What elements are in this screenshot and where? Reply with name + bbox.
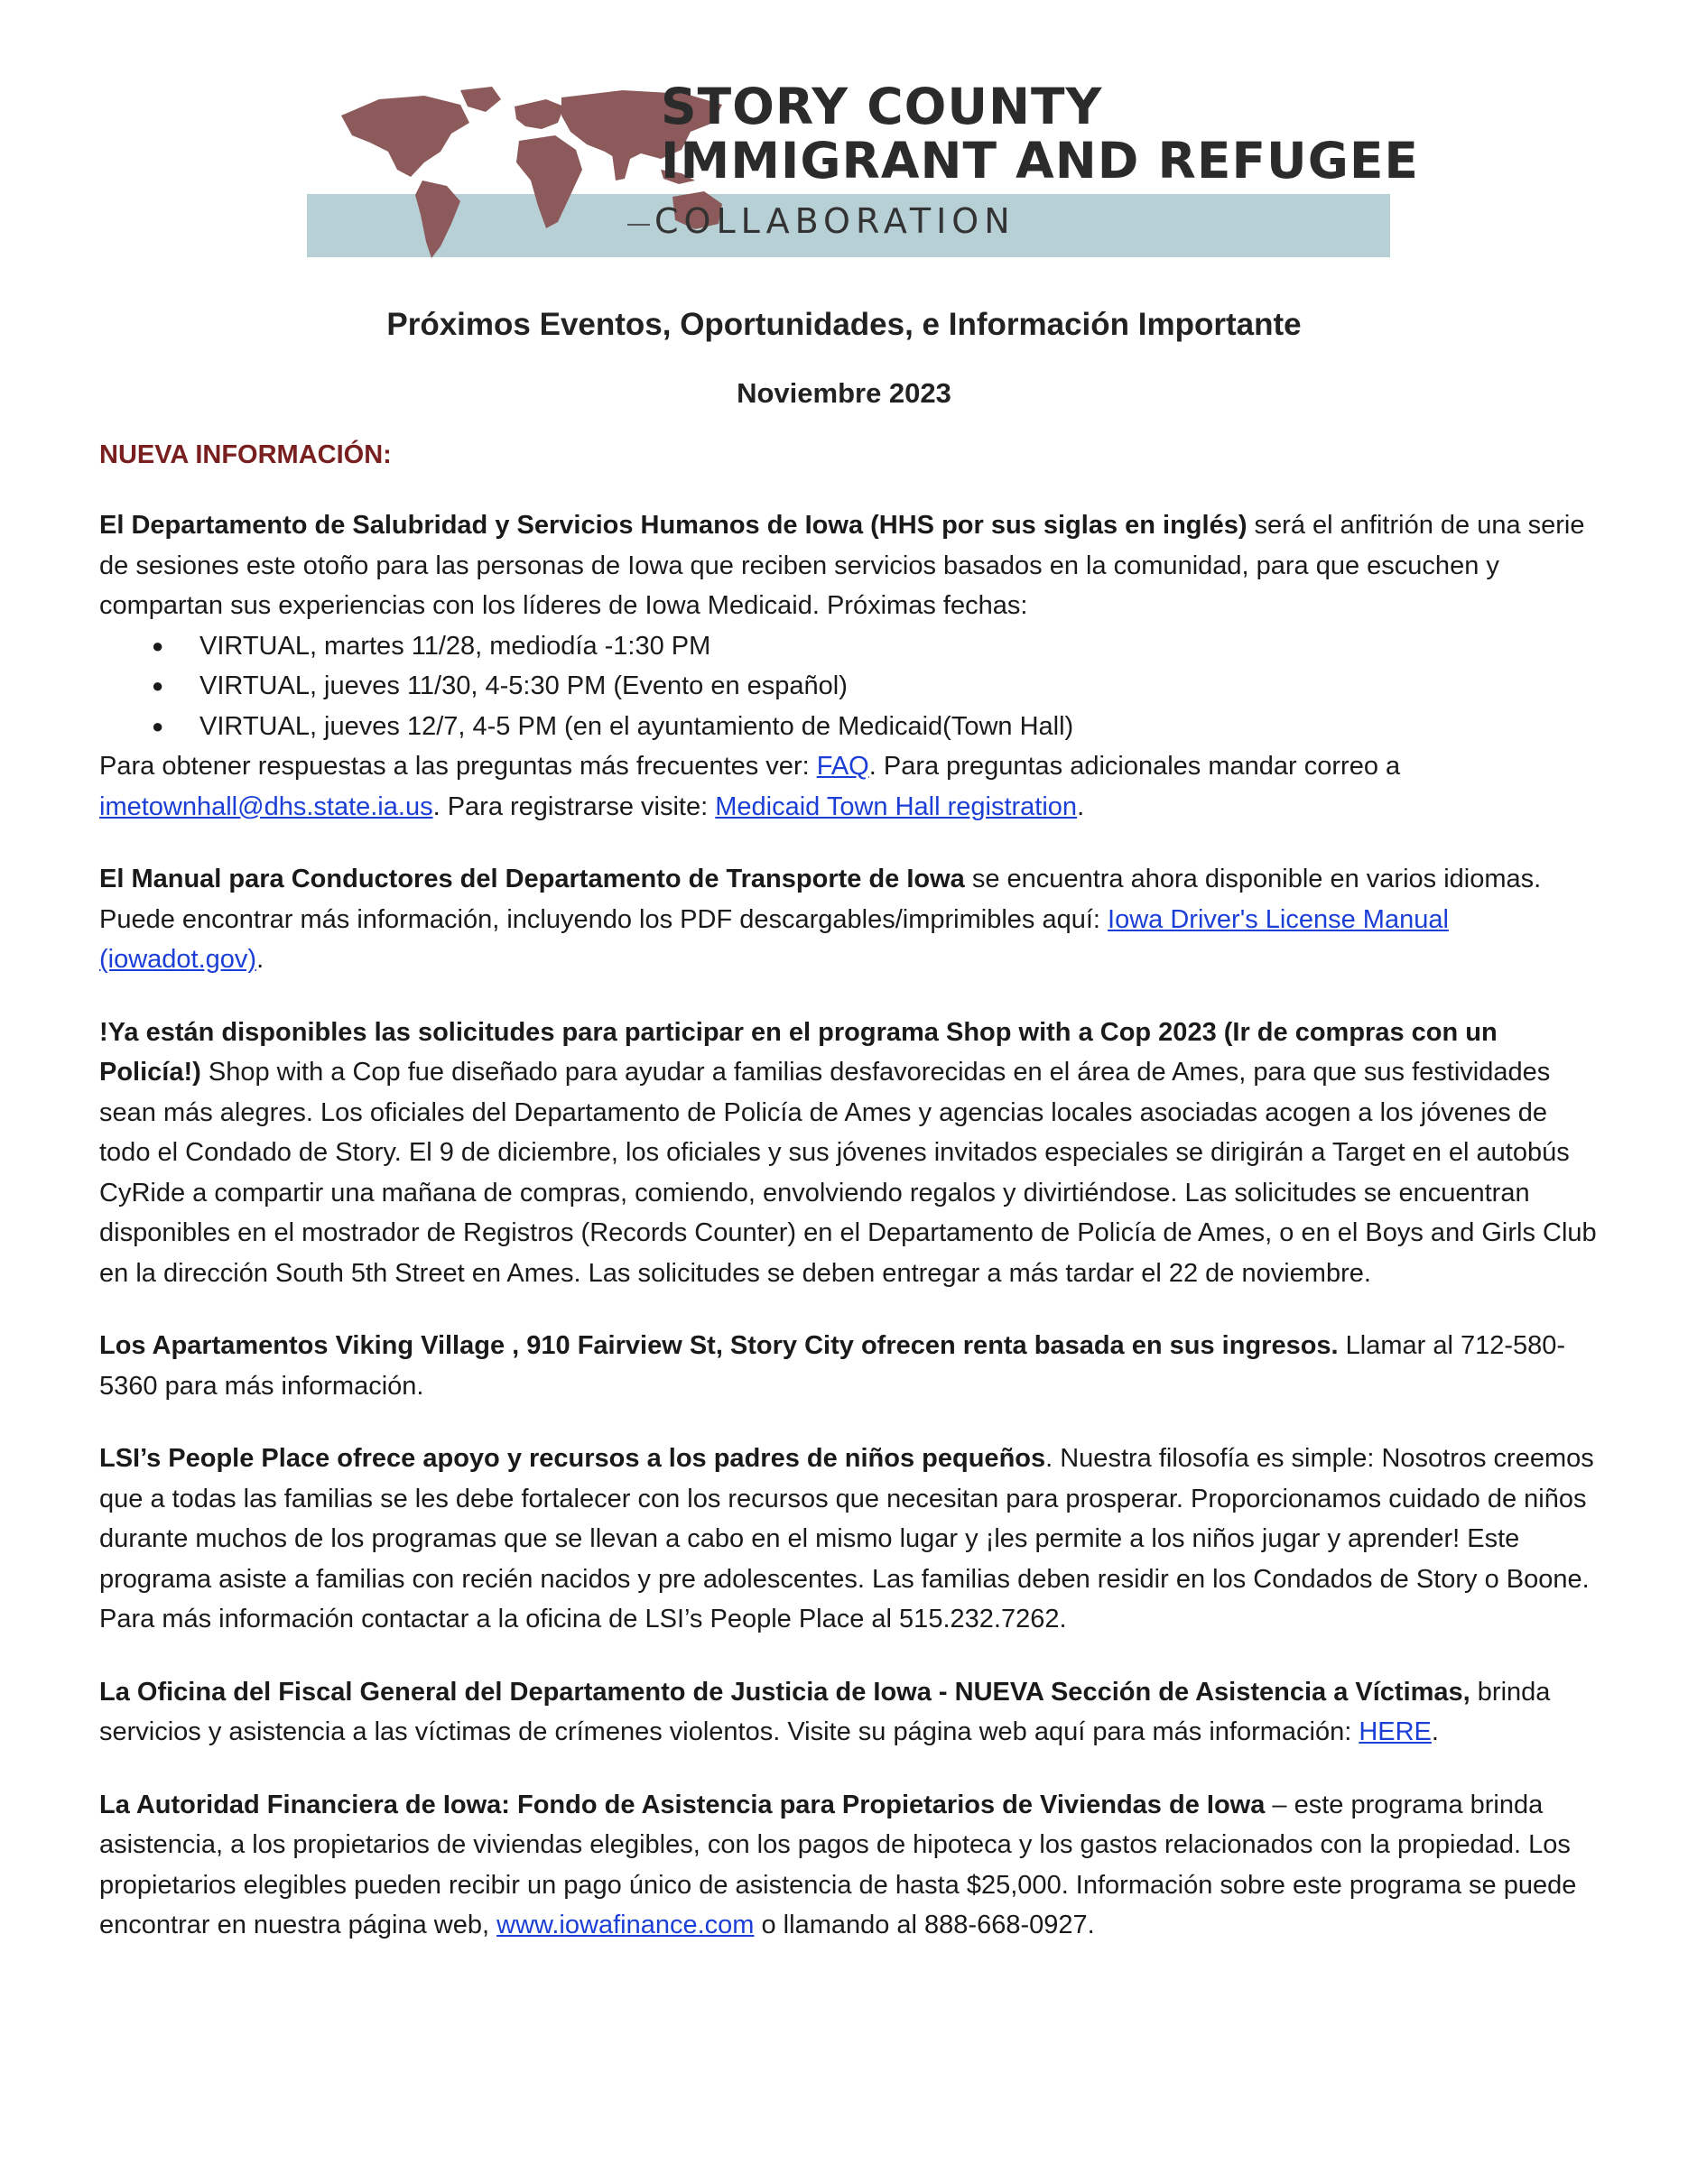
finance-heading: La Autoridad Financiera de Iowa: Fondo de Asistencia para Propietarios de Viviendas de Iowa bbox=[99, 1790, 1266, 1819]
news-item-hhs bbox=[99, 505, 1598, 827]
finance-end-text: o llamando al 888-668-0927. bbox=[754, 1911, 1095, 1939]
dot-text: se encuentra ahora disponible en varios idiomas. Puede encontrar más información, incluyendo los PDF descargables/imprimibles aquí: bbox=[99, 865, 1542, 934]
organization-logo bbox=[307, 72, 1419, 257]
news-item-shop-with-cop bbox=[99, 1013, 1598, 1294]
logo-title-line2: IMMIGRANT AND REFUGEE bbox=[661, 132, 1419, 190]
lsi-text: . Nuestra filosofía es simple: Nosotros creemos que a todas las familias se les debe fortalecer con los recursos que necesitan para prosperar. Proporcionamos cuidado de niños durante muchos de los programas que se llevan a cabo en el mismo lugar y ¡les permite a los niños jugar y aprender! Este programa asiste a familias con recién nacidos y pre adolescentes. Las familias deben residir en los Condados de Story o Boone. Para más información contactar a la oficina de LSI’s People Place al 515.232.7262. bbox=[99, 1444, 1594, 1633]
dot-heading: El Manual para Conductores del Departamento de Transporte de Iowa bbox=[99, 865, 965, 893]
list-item: ● VIRTUAL, jueves 11/30, 4-5:30 PM (Evento en español) bbox=[99, 666, 1598, 707]
logo-title-line1: STORY COUNTY bbox=[661, 78, 1103, 135]
finance-text: – este programa brinda asistencia, a los propietarios de viviendas elegibles, con los pagos de hipoteca y los gastos relacionados con la propiedad. Los propietarios elegibles pueden recibir un pago único de asistencia de hasta $25,000. Información sobre este programa se puede encontrar en nuestra página web, bbox=[99, 1790, 1577, 1939]
here-link[interactable]: HERE bbox=[1359, 1717, 1432, 1746]
hhs-dates-list bbox=[99, 626, 1598, 747]
registration-link[interactable]: Medicaid Town Hall registration bbox=[715, 791, 1078, 821]
cop-heading: !Ya están disponibles las solicitudes para participar en el programa Shop with a Cop 2023 (Ir de compras con un Policía!) bbox=[99, 1017, 1498, 1087]
news-item-dot bbox=[99, 859, 1598, 980]
iowafinance-link[interactable]: www.iowafinance.com bbox=[496, 1911, 755, 1939]
news-content bbox=[99, 505, 1598, 1978]
list-item: ● VIRTUAL, martes 11/28, mediodía -1:30 PM bbox=[99, 626, 1598, 667]
hhs-faq-text: Para obtener respuestas a las preguntas más frecuentes ver: bbox=[99, 752, 817, 781]
list-item: ● VIRTUAL, jueves 12/7, 4-5 PM (en el ayuntamiento de Medicaid(Town Hall) bbox=[99, 707, 1598, 747]
cop-text: Shop with a Cop fue diseñado para ayudar a familias desfavorecidas en el área de Ames, para que sus festividades sean más alegres. Los oficiales del Departamento de Policía de Ames y agencias locales asociadas acogen a los jóvenes de todo el Condado de Story. El 9 de diciembre, los oficiales y sus jóvenes invitados especiales se dirigirán a Target en el autobús CyRide a compartir una mañana de compras, comiendo, envolviendo regalos y divirtiéndose. Las solicitudes se encuentran disponibles en el mostrador de Registros (Records Counter) en el Departamento de Policía de Ames, o en el Boys and Girls Club en la dirección South 5th Street en Ames. Las solicitudes se deben entregar a más tardar el 22 de noviembre. bbox=[99, 1058, 1597, 1288]
faq-link[interactable]: FAQ bbox=[816, 752, 869, 781]
viking-text: Llamar al 712-580-5360 para más información. bbox=[99, 1331, 1566, 1401]
page-title: Próximos Eventos, Oportunidades, e Información Importante bbox=[386, 307, 1302, 342]
hhs-links bbox=[99, 746, 1598, 827]
hhs-email-text: . Para preguntas adicionales mandar correo a bbox=[868, 752, 1401, 781]
justice-end-text: . bbox=[1431, 1717, 1439, 1746]
hhs-intro bbox=[99, 505, 1598, 626]
drivers-manual-link[interactable]: Iowa Driver's License Manual (iowadot.gov) bbox=[99, 904, 1449, 974]
logo-rule bbox=[627, 224, 650, 226]
hhs-heading: El Departamento de Salubridad y Servicios Humanos de Iowa (HHS por sus siglas en inglés) bbox=[99, 511, 1247, 540]
justice-heading: La Oficina del Fiscal General del Departamento de Justicia de Iowa - NUEVA Sección de Asistencia a Víctimas, bbox=[99, 1677, 1470, 1707]
page-subtitle: Noviembre 2023 bbox=[737, 377, 951, 409]
email-link[interactable]: imetownhall@dhs.state.ia.us bbox=[99, 791, 433, 821]
news-item-viking-village bbox=[99, 1326, 1598, 1406]
hhs-end-text: . bbox=[1077, 791, 1085, 821]
logo-title-line3: COLLABORATION bbox=[654, 201, 1016, 241]
lsi-heading: LSI’s People Place ofrece apoyo y recursos a los padres de niños pequeños bbox=[99, 1444, 1046, 1473]
dot-end-text: . bbox=[256, 945, 264, 974]
news-item-justice bbox=[99, 1672, 1598, 1753]
news-item-finance bbox=[99, 1785, 1598, 1946]
news-item-lsi bbox=[99, 1439, 1598, 1640]
hhs-registration-text: . Para registrarse visite: bbox=[432, 791, 716, 821]
hhs-text: será el anfitrión de una serie de sesiones este otoño para las personas de Iowa que reciben servicios basados en la comunidad, para que escuchen y compartan sus experiencias con los líderes de Iowa Medicaid. Próximas fechas: bbox=[99, 511, 1585, 620]
viking-heading: Los Apartamentos Viking Village , 910 Fairview St, Story City ofrecen renta basada en sus ingresos. bbox=[99, 1331, 1339, 1360]
justice-text: brinda servicios y asistencia a las víctimas de crímenes violentos. Visite su página web aquí para más información: bbox=[99, 1677, 1551, 1746]
section-heading: NUEVA INFORMACIÓN: bbox=[99, 440, 392, 469]
